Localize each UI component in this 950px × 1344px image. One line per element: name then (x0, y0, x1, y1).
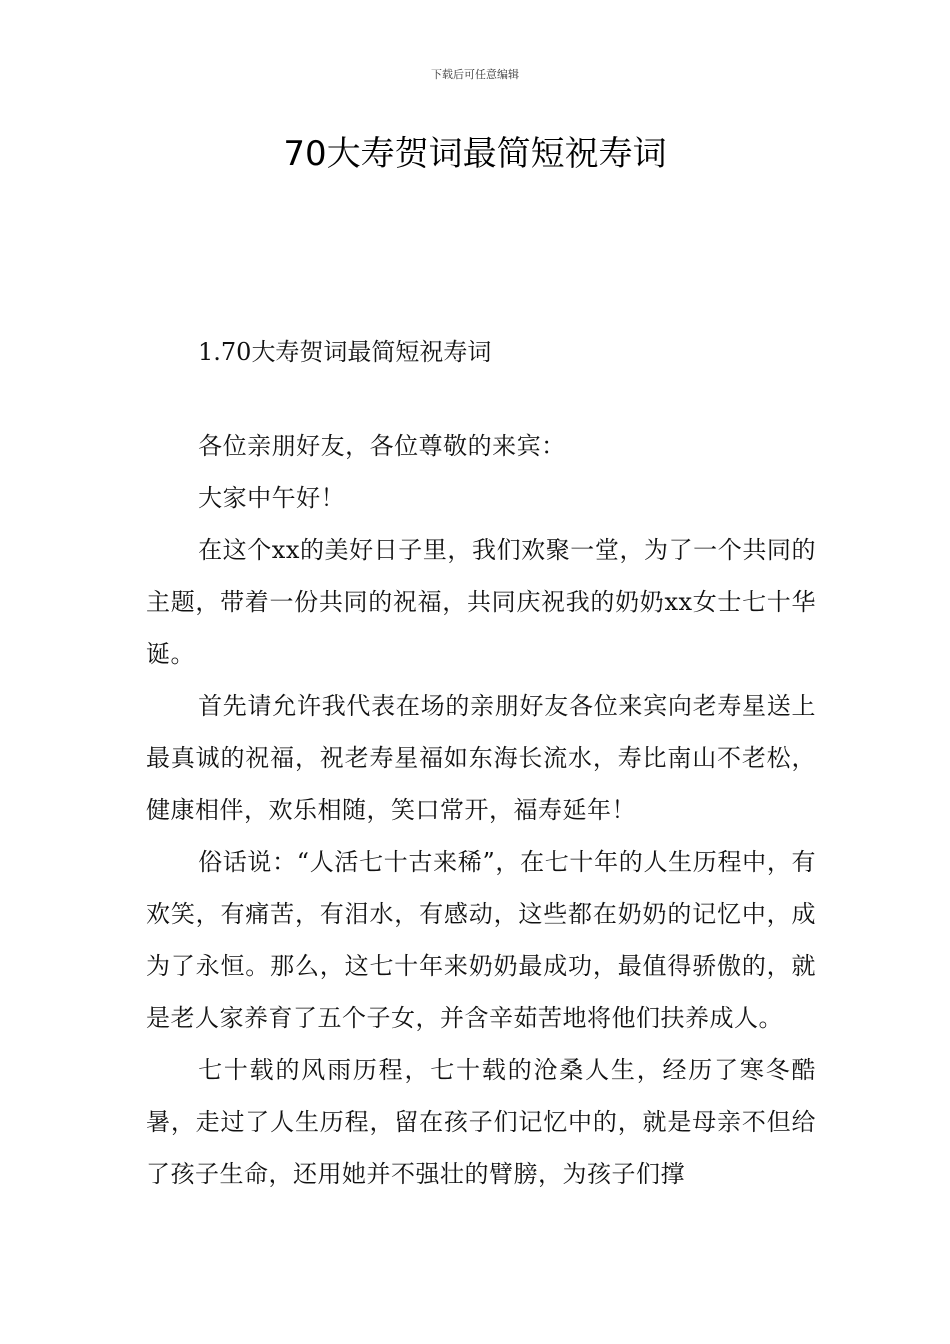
paragraph-gathering: 在这个xx的美好日子里，我们欢聚一堂，为了一个共同的主题，带着一份共同的祝福，共同庆祝我的奶奶xx女士七十华诞。 (146, 536, 816, 668)
paragraph-proverb: 俗话说：“人活七十古来稀”，在七十年的人生历程中，有欢笑，有痛苦，有泪水，有感动，这些都在奶奶的记忆中，成为了永恒。那么，这七十年来奶奶最成功，最值得骄傲的，就是老人家养育了五个子女，并含辛茹苦地将他们扶养成人。 (146, 848, 816, 1032)
header-note: 下载后可任意编辑 (431, 68, 519, 81)
paragraph-greeting: 各位亲朋好友，各位尊敬的来宾： (198, 432, 566, 460)
paragraph-seventy-years: 七十载的风雨历程，七十载的沧桑人生，经历了寒冬酷暑，走过了人生历程，留在孩子们记忆中的，就是母亲不但给了孩子生命，还用她并不强壮的臂膀，为孩子们撑 (146, 1056, 816, 1188)
document-title: 70大寿贺词最简短祝寿词 (283, 134, 667, 174)
section-heading: 1.70大寿贺词最简短祝寿词 (198, 338, 492, 366)
document-body (146, 420, 816, 1200)
paragraph-good-noon: 大家中午好！ (198, 484, 346, 512)
paragraph-blessing: 首先请允许我代表在场的亲朋好友各位来宾向老寿星送上最真诚的祝福，祝老寿星福如东海长流水，寿比南山不老松，健康相伴，欢乐相随，笑口常开，福寿延年！ (146, 692, 816, 824)
